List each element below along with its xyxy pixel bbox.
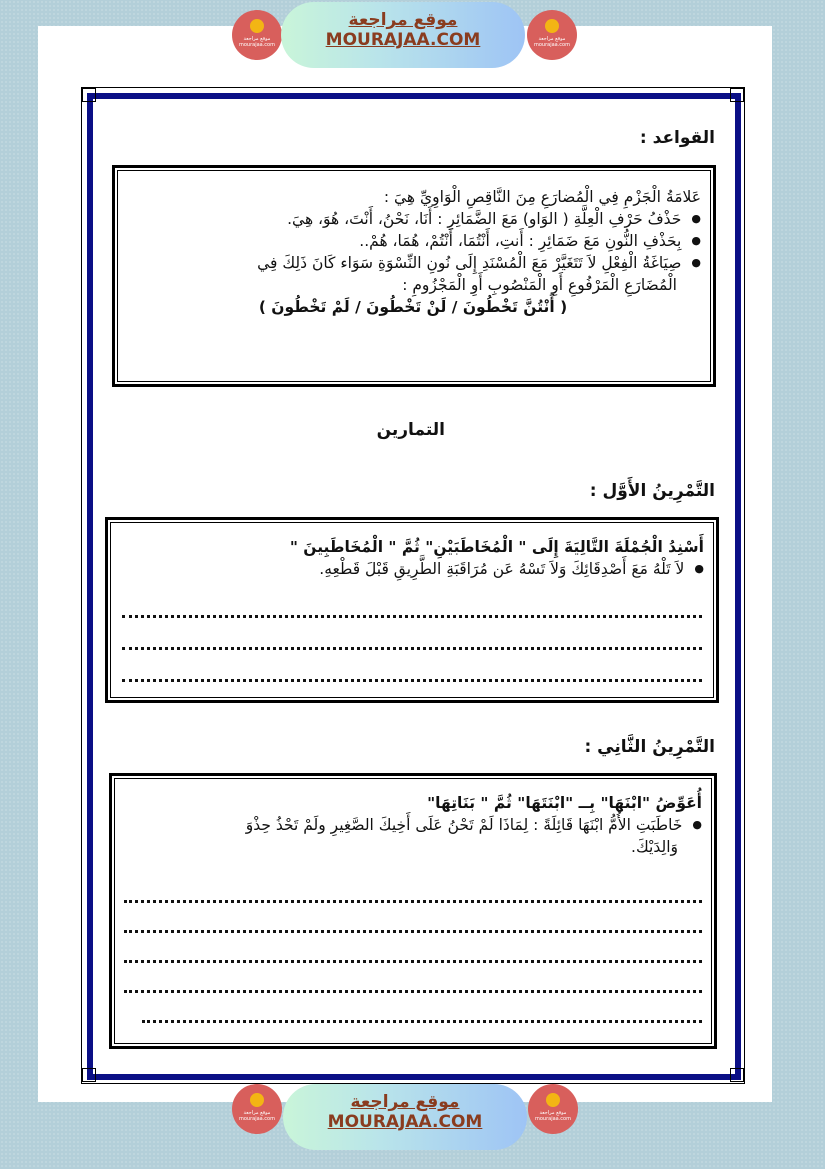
answer-line[interactable] [124, 930, 702, 933]
answer-line[interactable] [122, 679, 702, 682]
answer-line[interactable] [122, 615, 702, 618]
logo-latin-text: MOURAJAA.COM [325, 30, 481, 50]
logo-arabic-text: موقع مراجعة [350, 1092, 460, 1112]
exercises-title: التمارين [376, 420, 445, 440]
book-icon [250, 1093, 264, 1107]
rules-heading: القواعد : [639, 128, 715, 148]
logo-arabic-text: موقع مراجعة [348, 10, 458, 30]
rules-box [112, 165, 716, 387]
rules-intro: عَلامَةُ الْجَزْمِ فِي الْمُضارَعِ مِنَ النَّاقِصِ الْوَاوِيِّ هِيَ : [383, 188, 701, 206]
logo-badge-right: موقع مراجعة mourajaa.com [528, 1084, 578, 1134]
answer-line[interactable] [124, 960, 702, 963]
logo-pill [283, 1084, 527, 1150]
exercise1-heading: التَّمْرِينُ الأَوَّل : [589, 481, 715, 501]
answer-line[interactable] [124, 990, 702, 993]
rules-example: ( أَنْتُنَّ تَخْطُونَ / لَنْ تَخْطُونَ / لَمْ تَخْطُونَ ) [258, 298, 568, 316]
logo-latin-text: MOURAJAA.COM [327, 1112, 483, 1132]
exercise1-box [105, 517, 719, 703]
logo-badge-left: موقع مراجعة mourajaa.com [232, 1084, 282, 1134]
exercise2-answer-area[interactable] [120, 900, 706, 1023]
logo-badge-right: موقع مراجعة mourajaa.com [527, 10, 577, 60]
answer-line[interactable] [124, 900, 702, 903]
rules-continuation: الْمُضَارَعِ الْمَرْفُوعِ أَوِ الْمَنْصُوبِ أَوِ الْمَجْزُومِ : [402, 276, 677, 294]
exercise1-instruction: أَسْنِدُ الْجُمْلَةَ التَّالِيَةَ إِلَى " الْمُخَاطَبَيْنِ" ثُمَّ " الْمُخَاطَبِينَ " [289, 538, 704, 556]
exercise1-sentence: ● لاَ تَلْهُ مَعَ أَصْدِقَائِكَ وَلاَ تَسْهُ عَن مُرَاقَبَةِ الطَّرِيقِ قَبْلَ قَطْعِهِ. [118, 558, 704, 580]
exercise2-box [109, 773, 717, 1049]
book-icon [546, 1093, 560, 1107]
exercise2-sentence-cont: وَالِدَيْكَ. [631, 838, 678, 856]
rules-bullet: ● صِيَاغَةُ الْفِعْلِ لاَ تَتَغَيَّرْ مَعَ الْمُسْنَدِ إِلَى نُونِ النِّسْوَةِ سَوَاء كَانَ ذَلِكَ فِي [125, 252, 701, 274]
rules-bullet: ● بِحَذْفِ النُّونِ مَعَ ضَمَائِرِ : أَنتِ، أَنْتُمَا، أَنْتُمْ، هُمَا، هُمْ.. [125, 230, 701, 252]
answer-line[interactable] [142, 1020, 702, 1023]
answer-line[interactable] [122, 647, 702, 650]
rules-bullet: ● حَذْفُ حَرْفِ الْعِلَّةِ ( الوَاو) مَعَ الضَّمَائِرِ : أَنَا، نَحْنُ، أَنْتَ، هُوَ، هِيَ. [125, 208, 701, 230]
exercise2-instruction: أُعَوِّضُ "ابْنَهَا" بِــ "ابْنَتَهَا" ثُمَّ " بَنَاتِهَا" [427, 794, 702, 812]
logo-badge-left: موقع مراجعة mourajaa.com [232, 10, 282, 60]
exercise1-answer-area[interactable] [118, 615, 706, 682]
exercise2-sentence: ● خَاطَبَتِ الأُمُّ ابْنَهَا قَائِلَةً : لِمَاذَا لَمْ تَحْنُ عَلَى أَخِيكَ الصَّغِيرِ ولَمْ تَحْذُ حِذْوَ [116, 814, 702, 836]
exercise2-heading: التَّمْرِينُ الثَّانِي : [584, 737, 715, 757]
